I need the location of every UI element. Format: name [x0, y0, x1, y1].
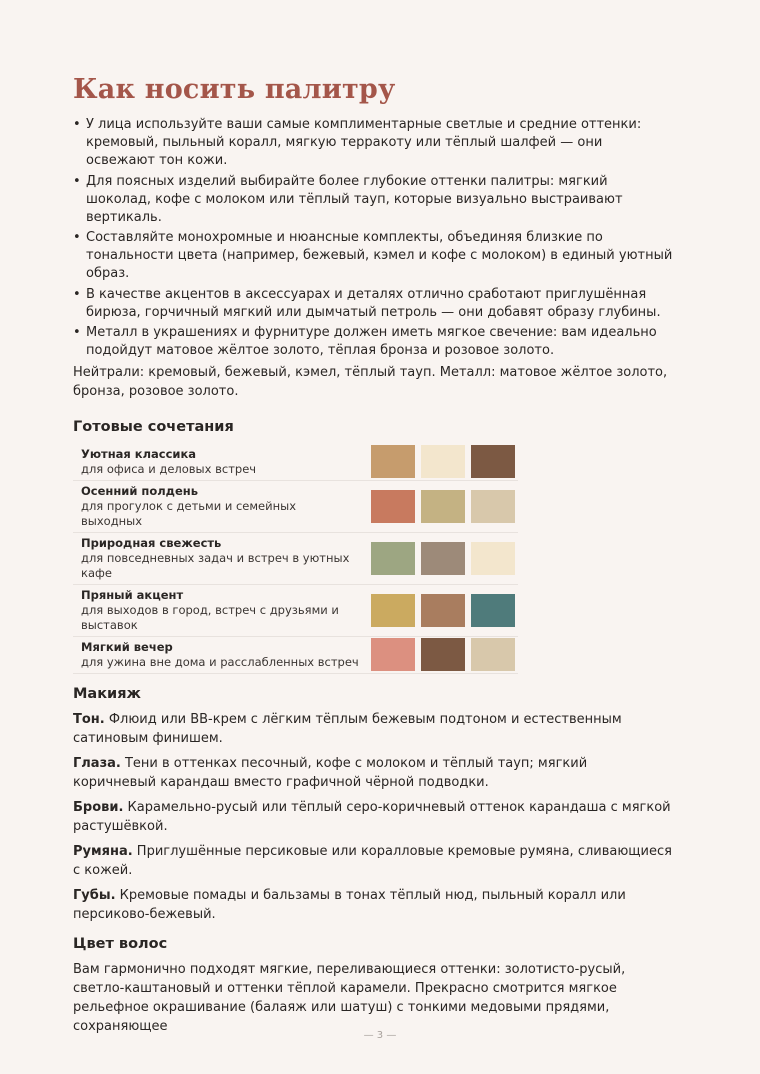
swatch-cell: [368, 480, 418, 532]
swatch-cell: [468, 532, 518, 584]
color-swatch: [471, 638, 515, 671]
combo-name: Уютная классика: [81, 446, 197, 461]
page-number: — 3 —: [363, 1030, 397, 1041]
page-content: [73, 70, 673, 1042]
color-swatch: [471, 445, 515, 478]
swatch-cell: [468, 480, 518, 532]
color-swatch: [421, 594, 465, 627]
combo-description: для прогулок с детьми и семейных выходных: [81, 498, 297, 528]
color-swatch: [421, 542, 465, 575]
bullet: •: [73, 325, 81, 340]
bullet: •: [73, 286, 81, 302]
combo-row: [73, 636, 518, 673]
swatch-cell: [368, 584, 418, 636]
color-swatch: [371, 638, 415, 671]
combo-info: [73, 584, 368, 636]
hair-text: Вам гармонично подходят мягкие, переливающиеся оттенки: золотисто-русый, светло-каштановый и оттенки тёплой карамели. Прекрасно смотрится мягкое рельефное окрашивание (балаяж или шатуш) с тонкими медовыми прядями, сохраняющее: [73, 961, 626, 1034]
combo-description: для ужина вне дома и расслабленных встреч: [81, 654, 359, 669]
color-swatch: [471, 490, 515, 523]
color-swatch: [371, 490, 415, 523]
combos-heading: Готовые сочетания: [73, 418, 234, 435]
list-item: • Металл в украшениях и фурнитуре должен иметь мягкое свечение: вам идеально подойдут матовое жёлтое золото, тёплая бронза и розовое золото.: [73, 325, 657, 358]
page-title: Как носить палитру: [73, 74, 396, 105]
bullet: •: [73, 117, 81, 132]
makeup-eyes: Глаза. Тени в оттенках песочный, кофе с молоком и тёплый тауп; мягкий коричневый карандаш вместо графичной чёрной подводки.: [73, 755, 588, 790]
list-item: • У лица используйте ваши самые комплиментарные светлые и средние оттенки: кремовый, пыльный коралл, мягкую терракоту или тёплый шалфей — они освежают тон кожи.: [73, 117, 642, 168]
combo-info: [73, 636, 368, 673]
swatch-cell: [368, 636, 418, 673]
makeup-brows: Брови. Карамельно-русый или тёплый серо-коричневый оттенок карандаша с мягкой растушёвкой.: [73, 799, 671, 834]
swatch-cell: [418, 532, 468, 584]
combo-row: [73, 444, 518, 481]
color-swatch: [471, 594, 515, 627]
combo-row: [73, 480, 518, 532]
swatch-cell: [468, 636, 518, 673]
combo-row: [73, 532, 518, 584]
combo-info: [73, 480, 368, 532]
makeup-blush: Румяна. Приглушённые персиковые или коралловые кремовые румяна, сливающиеся с кожей.: [73, 843, 672, 878]
neutrals-note: Нейтрали: кремовый, бежевый, кэмел, тёплый тауп. Металл: матовое жёлтое золото, бронза, розовое золото.: [73, 364, 668, 399]
bullet: •: [73, 173, 81, 189]
swatch-cell: [468, 444, 518, 481]
combo-name: Природная свежесть: [81, 535, 222, 550]
color-swatch: [471, 542, 515, 575]
combo-row: [73, 584, 518, 636]
swatch-cell: [368, 532, 418, 584]
swatch-cell: [418, 444, 468, 481]
hair-heading: Цвет волос: [73, 935, 168, 952]
list-item: • Для поясных изделий выбирайте более глубокие оттенки палитры: мягкий шоколад, кофе с молоком или тёплый тауп, которые визуально выстраивают вертикаль.: [73, 173, 623, 225]
combos-table: [73, 444, 518, 674]
list-item: • Составляйте монохромные и нюансные комплекты, объединяя близкие по тональности цвета (например, бежевый, кэмел и кофе с молоком) в единый уютный образ.: [73, 230, 673, 281]
color-swatch: [421, 490, 465, 523]
color-swatch: [371, 445, 415, 478]
swatch-cell: [368, 444, 418, 481]
makeup-lips: Губы. Кремовые помады и бальзамы в тонах тёплый нюд, пыльный коралл или персиково-бежевый.: [73, 887, 626, 922]
list-item: • В качестве акцентов в аксессуарах и деталях отлично сработают приглушённая бирюза, горчичный мягкий или дымчатый петроль — они добавят образу глубины.: [73, 286, 661, 320]
combo-info: [73, 444, 368, 481]
swatch-cell: [418, 636, 468, 673]
swatch-cell: [418, 480, 468, 532]
color-swatch: [371, 542, 415, 575]
color-swatch: [421, 445, 465, 478]
combo-name: Мягкий вечер: [81, 639, 173, 654]
combo-description: для выходов в город, встреч с друзьями и выставок: [81, 602, 339, 632]
tips-list: [73, 116, 673, 360]
color-swatch: [371, 594, 415, 627]
combo-name: Пряный акцент: [81, 587, 184, 602]
swatch-cell: [418, 584, 468, 636]
bullet: •: [73, 230, 81, 245]
combo-description: для повседневных задач и встреч в уютных кафе: [81, 550, 350, 580]
makeup-heading: Макияж: [73, 685, 141, 702]
combo-description: для офиса и деловых встреч: [81, 461, 257, 476]
combo-name: Осенний полдень: [81, 483, 198, 498]
color-swatch: [421, 638, 465, 671]
makeup-tone: Тон. Флюид или BB-крем с лёгким тёплым бежевым подтоном и естественным сатиновым финишем.: [73, 711, 622, 746]
swatch-cell: [468, 584, 518, 636]
combo-info: [73, 532, 368, 584]
